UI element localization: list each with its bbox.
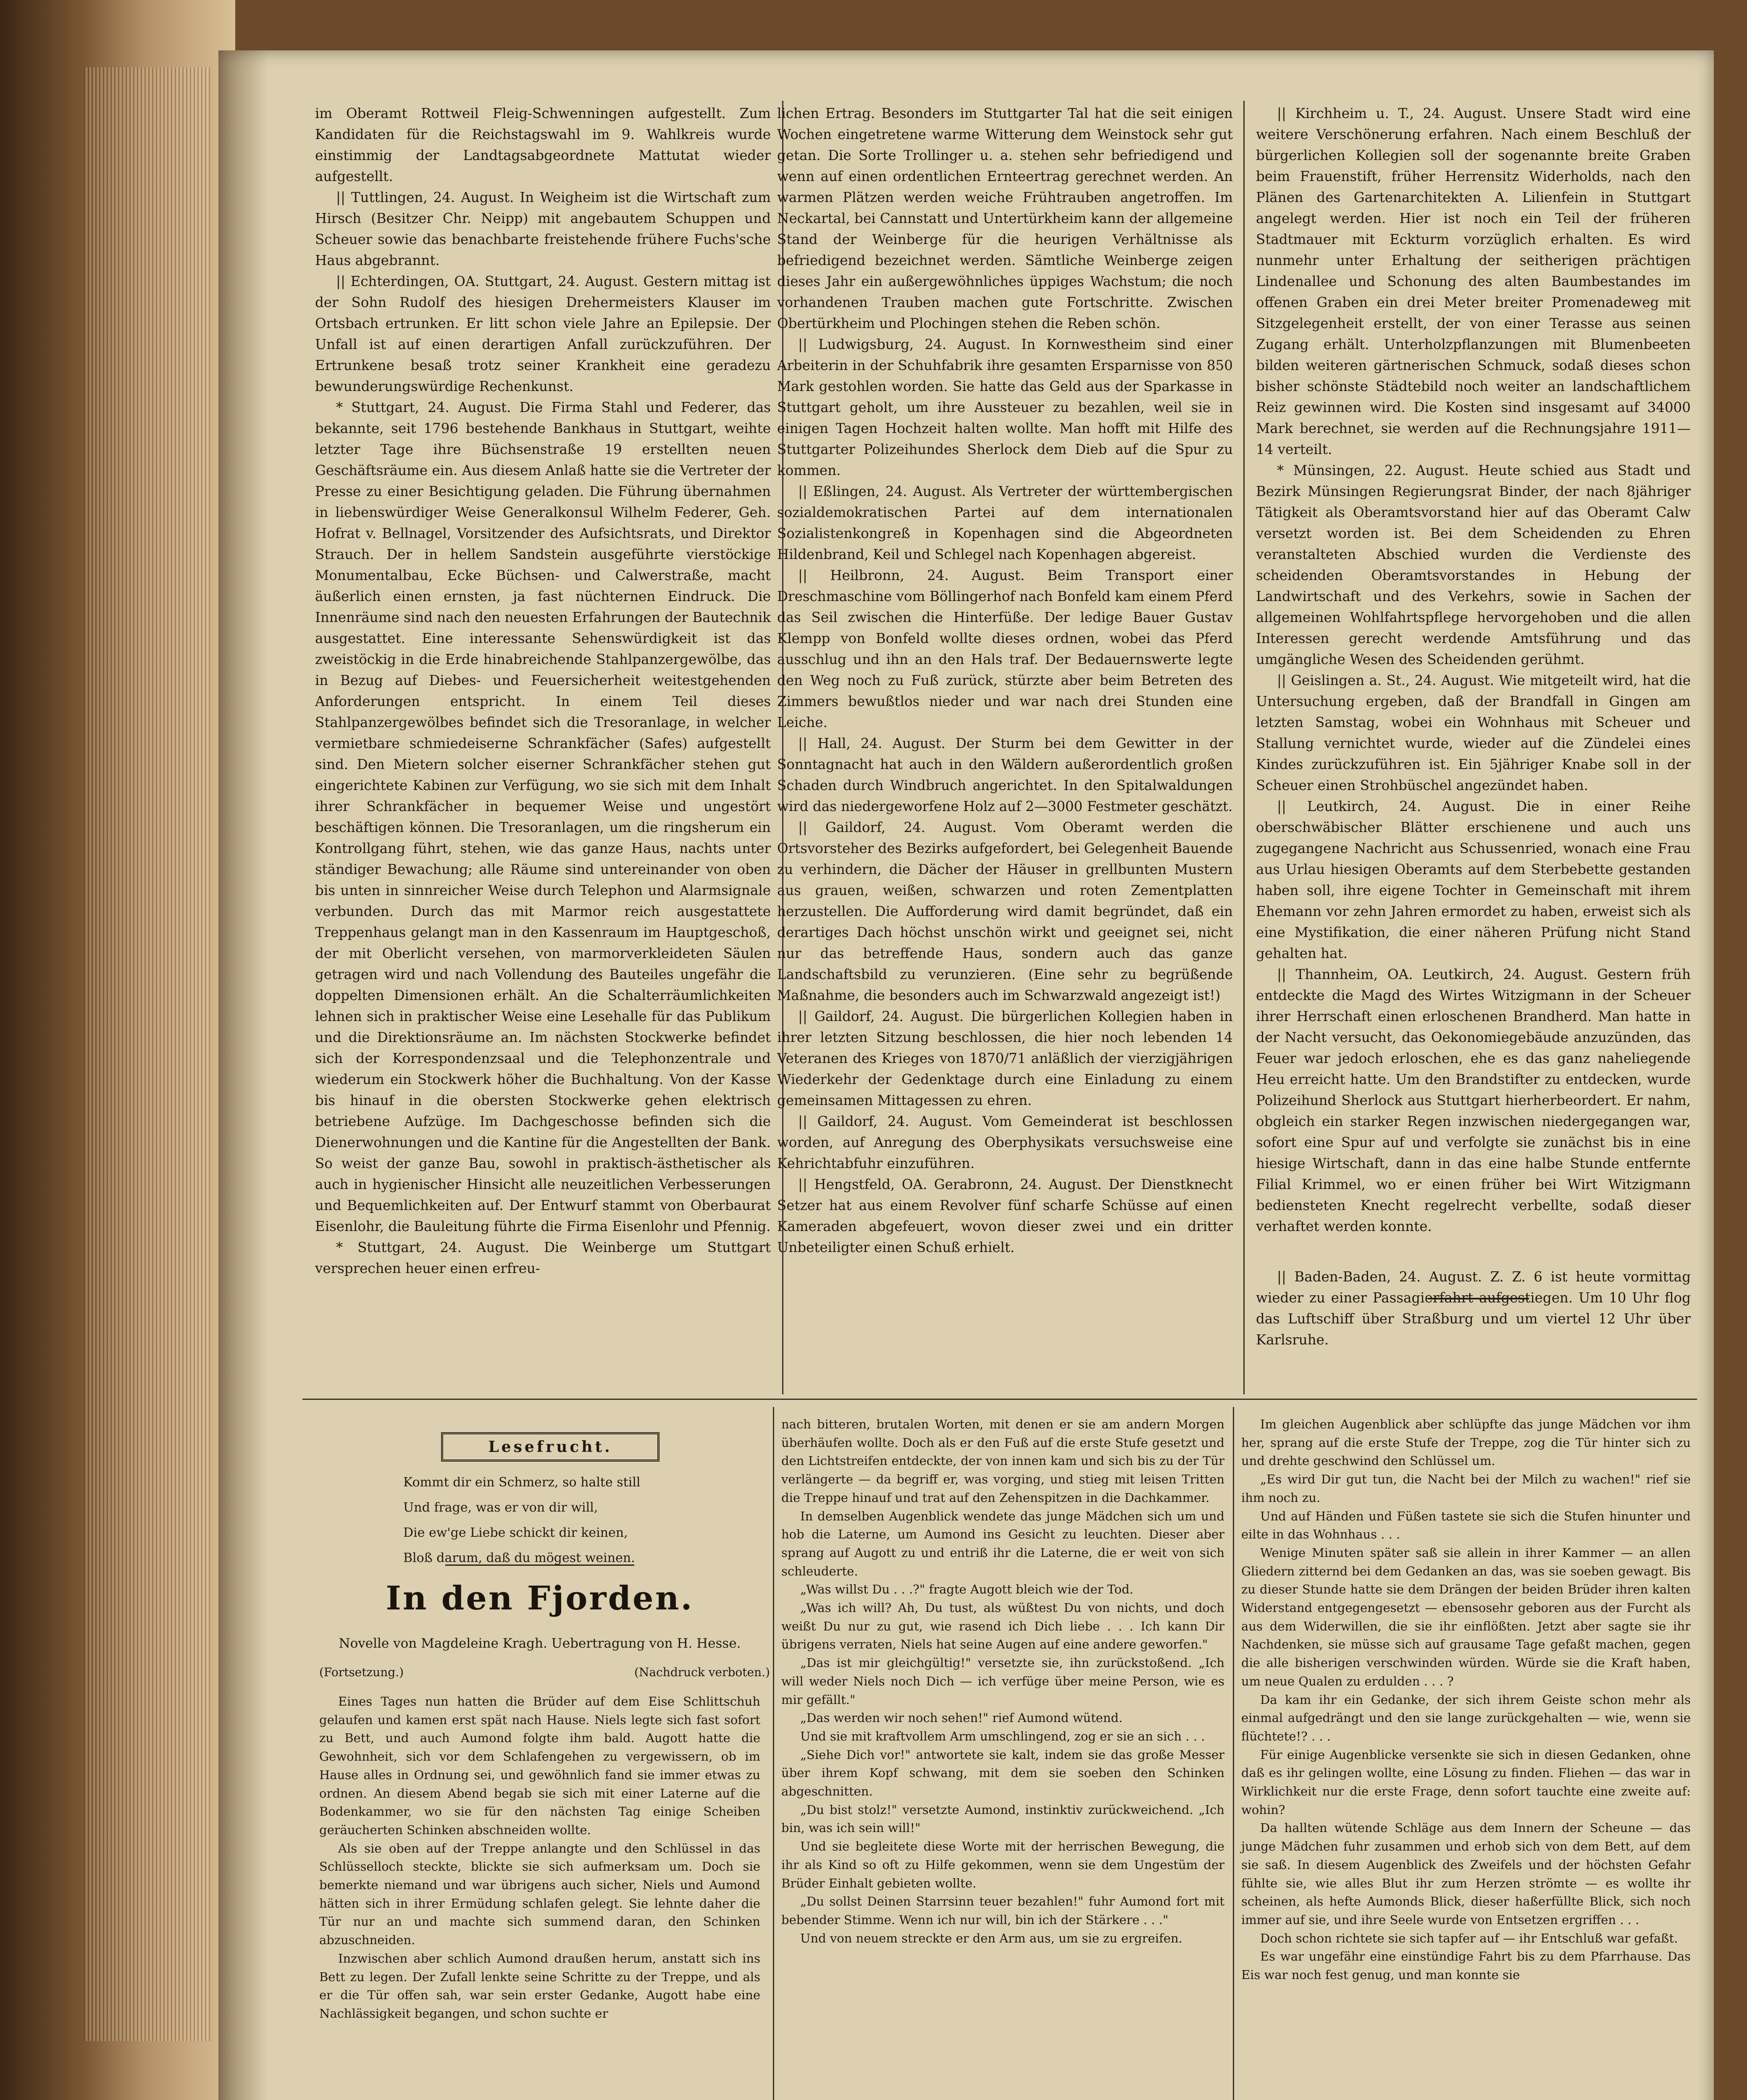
copyright-note: (Nachdruck verboten.) [634,1665,770,1679]
news-item: || Hengstfeld, OA. Gerabronn, 24. August. Der Dienstknecht Setzer hat aus einem Revolver fünf scharfe Schüsse auf einen Kameraden abgefeuert, wovon dieser zwei und ein dritter Unbeteiligter einen Schuß erhielt. [777,1176,1233,1255]
news-item: lichen Ertrag. Besonders im Stuttgarter Tal hat die seit einigen Wochen eingetretene warme Witterung dem Weinstock sehr gut getan. Die Sorte Trollinger u. a. stehen sehr befriedigend und wenn auf einen ordentlichen Ernteertrag gerechnet werden. An warmen Plätzen werden weiche Frühtrauben angetroffen. Im Neckartal, bei Cannstatt und Untertürkheim kann der allgemeine Stand der Weinberge für die heurigen Verhältnisse als befriedigend bezeichnet werden. Sämtliche Weinberge zeigen dieses Jahr ein außergewöhnliches üppiges Wachstum; die noch vorhandenen Trauben machen gute Fortschritte. Zwischen Obertürkheim und Plochingen stehen die Reben schön. [777,105,1233,331]
news-item: im Oberamt Rottweil Fleig-Schwenningen aufgestellt. Zum Kandidaten für die Reichstagswahl im 9. Wahlkreis wurde einstimmig der Landtagsabgeordnete Mattutat wieder aufgestellt. [315,105,771,184]
news-item: * Stuttgart, 24. August. Die Firma Stahl und Federer, das bekannte, seit 1796 bestehende Bankhaus in Stuttgart, weihte letzter Tage ihre Büchsenstraße 19 erstellten neuen Geschäftsräume ein. Aus diesem Anlaß hatte sie die Vertreter der Presse zu einer Besichtigung geladen. Die Führung übernahmen in liebenswürdiger Weise Generalkonsul Wilhelm Federer, Geh. Hofrat v. Bellnagel, Vorsitzender des Aufsichtsrats, und Direktor Strauch. Der in hellem Sandstein ausgeführte vierstöckige Monumentalbau, Ecke Büchsen- und Calwerstraße, macht äußerlich einen ernsten, ja fast nüchternen Eindruck. Die Innenräume sind nach den neuesten Erfahrungen der Bautechnik ausgestattet. Eine interessante Sehenswürdigkeit ist das zweistöckig in die Erde hinabreichende Stahlpanzergewölbe, das in Bezug auf Diebes- und Feuersicherheit weitestgehenden Anforderungen entspricht. In einem Teil dieses Stahlpanzergewölbes befindet sich die Tresoranlage, in welcher vermietbare schmiedeiserne Schrankfächer (Safes) aufgestellt sind. Den Mietern solcher eiserner Schrankfächer stehen gut eingerichtete Kabinen zur Verfügung, wo sie sich mit dem Inhalt ihrer Schrankfächer in bequemer Weise und ungestört beschäftigen können. Die Tresoranlagen, um die ringsherum ein Kontrollgang führt, stehen, wie das ganze Haus, nachts unter ständiger Bewachung; alle Räume sind untereinander von oben bis unten in sinnreicher Weise durch Telephon und Alarmsignale verbunden. Durch das mit Marmor reich ausgestattete Treppenhaus gelangt man in den Kassenraum im Hauptgeschoß, der mit Oberlicht versehen, von marmorverkleideten Säulen getragen wird und nach Vollendung des Bauteiles ungefähr die doppelten Dimensionen erhält. An die Schalterräumlichkeiten lehnen sich in praktischer Weise eine Lesehalle für das Publikum und die Direktionsräume an. Im nächsten Stockwerke befindet sich der Korrespondenzsaal und die Telephonzentrale und wiederum ein Stockwerk höher die Buchhaltung. Von der Kasse bis hinauf in die obersten Stockwerke gehen elektrisch betriebene Aufzüge. Im Dachgeschosse befinden sich die Dienerwohnungen und die Kantine für die Angestellten der Bank. So weist der ganze Bau, sowohl in praktisch-ästhetischer als auch in hygienischer Hinsicht alle neuzeitlichen Verbesserungen und Bequemlichkeiten auf. Der Entwurf stammt von Oberbaurat Eisenlohr, die Bauleitung führte die Firma Eisenlohr und Pfennig. [315,399,771,1234]
story-title: In den Fjorden. [386,1579,694,1617]
poem-line: Die ew'ge Liebe schickt dir keinen, [403,1525,628,1540]
news-item: || Hall, 24. August. Der Sturm bei dem Gewitter in der Sonntagnacht hat auch in den Wäldern außerordentlich großen Schaden durch Windbruch angerichtet. In den Spitalwaldungen wird das niedergeworfene Holz auf 2—3000 Festmeter geschätzt. [777,735,1233,814]
story-paragraph: „Was ich will? Ah, Du tust, als wüßtest Du von nichts, und doch weißt Du nur zu gut, wie rasend ich Dich liebe . . . Ich kann Dir übrigens verraten, Niels hat seine Augen auf eine andere geworfen." [781,1601,1224,1652]
page-stack [84,67,210,2041]
page-gutter-shadow [218,50,269,2100]
story-paragraph: Und sie mit kraftvollem Arm umschlingend, zog er sie an sich . . . [800,1729,1205,1743]
news-column-2 [777,103,1233,1258]
story-paragraph: Da hallten wütende Schläge aus dem Innern der Scheune — das junge Mädchen fuhr zusammen und erhob sich von dem Bett, auf dem sie saß. In diesem Augenblick des Zweifels und der höchsten Gefahr fühlte sie, wie alles Blut ihr zum Herzen strömte — es wollte ihr scheinen, als hefte Aumonds Blick, dieser haßerfüllte Blick, sich noch immer auf sie, und ihre Seele wurde von Entsetzen ergriffen . . . [1241,1821,1691,1927]
story-paragraph: „Du bist stolz!" versetzte Aumond, instinktiv zurückweichend. „Ich bin, was ich sein will!" [781,1802,1224,1835]
lesefrucht-heading: Lesefrucht. [441,1432,659,1462]
story-paragraph: Wenige Minuten später saß sie allein in ihrer Kammer — an allen Gliedern zitternd bei dem Gedanken an das, was sie soeben gewagt. Bis zu dieser Stunde hatte sie dem Drängen der beiden Brüder ihren kalten Widerstand entgegengesetzt — ebensosehr geboren aus der Furcht als aus dem Widerwillen, die sie ihr einflößten. Jetzt aber sagte sie ihr Nachdenken, sie müsse sich auf grausame Tage gefaßt machen, gegen die alle bisherigen verschwinden würden. Würde sie die Kraft haben, um neue Qualen zu erdulden . . . ? [1241,1545,1691,1688]
story-paragraph: Und auf Händen und Füßen tastete sie sich die Stufen hinunter und eilte in das Wohnhaus . . . [1241,1509,1691,1542]
news-column-3 [1256,103,1691,1350]
news-item: || Echterdingen, OA. Stuttgart, 24. August. Gestern mittag ist der Sohn Rudolf des hiesigen Drehermeisters Klauser im Ortsbach ertrunken. Er litt schon viele Jahre an Epilepsie. Der Unfall ist auf einen derartigen Anfall zurückzuführen. Der Ertrunkene besaß trotz seiner Krankheit eine geradezu bewunderungswürdige Rechenkunst. [315,273,771,394]
column-rule [1233,1407,1234,2100]
story-paragraph: „Du sollst Deinen Starrsinn teuer bezahlen!" fuhr Aumond fort mit bebender Stimme. Wenn ich nur will, bin ich der Stärkere . . ." [781,1894,1224,1927]
book-edge [0,0,235,2100]
poem-line: Bloß darum, daß du mögest weinen. [403,1551,635,1565]
story-paragraph: Für einige Augenblicke versenkte sie sich in diesen Gedanken, ohne daß es ihr gelingen wollte, eine Lösung zu finden. Fliehen — das war in Wirklichkeit nur die erste Frage, denn sofort tauchte eine zweite auf: wohin? [1241,1747,1691,1817]
story-paragraph: Im gleichen Augenblick aber schlüpfte das junge Mädchen vor ihm her, sprang auf die erste Stufe der Treppe, zog die Tür hinter sich zu und drehte geschwind den Schlüssel um. [1241,1417,1691,1468]
story-paragraph: Da kam ihr ein Gedanke, der sich ihrem Geiste schon mehr als einmal aufgedrängt und den sie lange zurückgehalten — wie, wenn sie flüchtete!? . . . [1241,1692,1691,1743]
news-item: || Ludwigsburg, 24. August. In Kornwestheim sind einer Arbeiterin in der Schuhfabrik ihre gesamten Ersparnisse von 850 Mark gestohlen worden. Sie hatte das Geld aus der Sparkasse in Stuttgart geholt, um ihre Aussteuer zu bezahlen, weil sie in einigen Tagen Hochzeit halten wollte. Man hofft mit Hilfe des Stuttgarter Polizeihundes Sherlock dem Dieb auf die Spur zu kommen. [777,336,1233,478]
feuilleton-rule [302,1399,1697,1400]
story-paragraph: In demselben Augenblick wendete das junge Mädchen sich um und hob die Laterne, um Aumond ins Gesicht zu leuchten. Dieser aber sprang auf Augott zu und entriß ihr die Laterne, die er weit von sich schleuderte. [781,1509,1224,1578]
news-item: || Thannheim, OA. Leutkirch, 24. August. Gestern früh entdeckte die Magd des Wirtes Witzigmann in der Scheuer ihrer Herrschaft einen erloschenen Brandherd. Man hatte in der Nacht versucht, das Oekonomiegebäude anzuzünden, das Feuer war jedoch erloschen, ehe es das ganz naheliegende Heu erreicht hatte. Um den Brandstifter zu entdecken, wurde Polizeihund Sherlock aus Stuttgart hierherbeordert. Er nahm, obgleich ein starker Regen inzwischen niedergegangen war, sofort eine Spur auf und verfolgte sie zunächst bis in eine hiesige Wirtschaft, dann in das eine halbe Stunde entfernte Filial Krimmel, wo er einen früher bei Wirt Witzigmann bediensteten Knecht regelrecht verbellte, sodaß dieser verhaftet werden konnte. [1256,966,1691,1234]
column-rule [773,1407,774,2100]
news-item: || Eßlingen, 24. August. Als Vertreter der württembergischen sozialdemokratischen Partei auf dem internationalen Sozialistenkongreß in Kopenhagen sind die Abgeordneten Hildenbrand, Keil und Schlegel nach Kopenhagen abgereist. [777,483,1233,562]
news-item: || Tuttlingen, 24. August. In Weigheim ist die Wirtschaft zum Hirsch (Besitzer Chr. Neipp) mit angebautem Schuppen und Scheuer sowie das benachbarte freistehende frühere Fuchs'sche Haus abgebrannt. [315,189,771,268]
news-item: || Gaildorf, 24. August. Vom Gemeinderat ist beschlossen worden, auf Anregung des Oberphysikats versuchsweise eine Kehrichtabfuhr einzuführen. [777,1113,1233,1171]
story-column-1 [319,1693,760,2023]
poem-line: Kommt dir ein Schmerz, so halte still [403,1475,641,1490]
story-paragraph: „Das ist mir gleichgültig!" versetzte sie, ihn zurückstoßend. „Ich will weder Niels noch Dich — ich verfüge über meine Person, wie es mir gefällt." [781,1656,1224,1707]
news-item: || Gaildorf, 24. August. Vom Oberamt werden die Ortsvorsteher des Bezirks aufgefordert, bei Gelegenheit Bauende zu verhindern, die Dächer der Häuser in grellbunten Mustern aus grauen, weißen, schwarzen und roten Zementplatten herzustellen. Die Aufforderung wird damit begründet, daß ein derartiges Dach höchst unschön wirkt und geeignet sei, nicht nur das betreffende Haus, sondern auch das ganze Landschaftsbild zu verunzieren. (Eine sehr zu begrüßende Maßnahme, die besonders auch im Schwarzwald angezeigt ist!) [777,819,1233,1003]
story-subtitle: Novelle von Magdeleine Kragh. Uebertragung von H. Hesse. [339,1636,741,1651]
story-column-2 [781,1415,1224,1948]
story-paragraph: Es war ungefähr eine einstündige Fahrt bis zu dem Pfarrhause. Das Eis war noch fest genug, und man konnte sie [1241,1949,1691,1982]
story-paragraph: „Das werden wir noch sehen!" rief Aumond wütend. [800,1711,1123,1725]
story-paragraph: Eines Tages nun hatten die Brüder auf dem Eise Schlittschuh gelaufen und kamen erst spät nach Hause. Niels legte sich fast sofort zu Bett, und auch Aumond folgte ihm bald. Augott hatte die Gewohnheit, sich vor dem Schlafengehen zu vergewissern, ob im Hause alles in Ordnung sei, und gewöhnlich fand sie immer etwas zu ordnen. An diesem Abend begab sie sich mit einer Laterne auf die Bodenkammer, wo sie für den nächsten Tag einige Scheiben geräucherten Schinken abschneiden wollte. [319,1694,760,1837]
story-paragraph: Doch schon richtete sie sich tapfer auf — ihr Entschluß war gefaßt. [1260,1931,1678,1945]
news-column-1 [315,103,771,1279]
story-paragraph: Und von neuem streckte er den Arm aus, um sie zu ergreifen. [800,1931,1182,1945]
news-item: || Geislingen a. St., 24. August. Wie mitgeteilt wird, hat die Untersuchung ergeben, daß der Brandfall in Gingen am letzten Samstag, wobei ein Wohnhaus mit Scheuer und Stallung vernichtet wurde, wieder auf die Zündelei eines Kindes zurückzuführen ist. Ein 5jähriger Knabe soll in der Scheuer einen Strohbüschel angezündet haben. [1256,672,1691,793]
news-item: || Heilbronn, 24. August. Beim Transport einer Dreschmaschine vom Böllingerhof nach Bonfeld kam einem Pferd das Seil zwischen die Hinterfüße. Der ledige Bauer Gustav Klempp von Bonfeld wollte dieses ordnen, wobei das Pferd ausschlug und ihn an den Hals traf. Der Bedauernswerte legte den Weg noch zu Fuß zurück, stürzte aber beim Betreten des Zimmers bewußtlos nieder und war nach drei Stunden eine Leiche. [777,567,1233,730]
column-rule [1243,101,1245,1394]
news-item: || Kirchheim u. T., 24. August. Unsere Stadt wird eine weitere Verschönerung erfahren. Nach einem Beschluß der bürgerlichen Kollegien soll der sogenannte breite Graben beim Frauenstift, früher Herrensitz Widerholds, nach den Plänen des Gartenarchitekten A. Lilienfein in Stuttgart angelegt werden. Hier ist noch ein Teil der früheren Stadtmauer mit Eckturm vorzüglich erhalten. Es wird nunmehr unter Erhaltung der seitherigen prächtigen Lindenallee und Schonung des alten Baumbestandes im offenen Graben ein drei Meter breiter Promenadeweg mit Sitzgelegenheit erstellt, der von einer Terasse aus seinen Zugang erhält. Unterholzpflanzungen mit Blumenbeeten bilden weiteren gärtnerischen Schmuck, sodaß dieses schon bisher schönste Städtebild noch weiter an landschaftlichem Reiz gewinnen wird. Die Kosten sind insgesamt auf 34000 Mark berechnet, sie werden auf die Rechnungsjahre 1911—14 verteilt. [1256,105,1691,457]
news-item: || Leutkirch, 24. August. Die in einer Reihe oberschwäbischer Blätter erschienene und auch uns zugegangene Nachricht aus Schussenried, wonach eine Frau aus Urlau hiesigen Oberamts auf dem Sterbebette gestanden haben soll, ihre eigene Tochter in Gemeinschaft mit ihrem Ehemann vor zehn Jahren ermordet zu haben, erweist sich als eine Mystifikation, die einer näheren Prüfung nicht Stand gehalten hat. [1256,798,1691,961]
story-paragraph: Inzwischen aber schlich Aumond draußen herum, anstatt sich ins Bett zu legen. Der Zufall lenkte seine Schritte zu der Treppe, und als er die Tür offen sah, war sein erster Gedanke, Augott habe eine Nachlässigkeit begangen, und schon suchte er [319,1951,760,2021]
poem-line: Und frage, was er von dir will, [403,1500,598,1515]
news-item: || Gaildorf, 24. August. Die bürgerlichen Kollegien haben in ihrer letzten Sitzung beschlossen, die hier noch lebenden 14 Veteranen des Krieges von 1870/71 anläßlich der vierzigjährigen Wiederkehr der Gedenktage durch eine Einladung zu einem gemeinsamen Mittagessen zu ehren. [777,1008,1233,1108]
news-item: * Stuttgart, 24. August. Die Weinberge um Stuttgart versprechen heuer einen erfreu- [315,1239,771,1276]
story-paragraph: „Siehe Dich vor!" antwortete sie kalt, indem sie das große Messer über ihrem Kopf schwang, mit dem sie soeben den Schinken abgeschnitten. [781,1747,1224,1799]
story-paragraph: nach bitteren, brutalen Worten, mit denen er sie am andern Morgen überhäufen wollte. Doch als er den Fuß auf die erste Stufe gesetzt und den Lichtstreifen entdeckte, der von innen kam und sich bis zu der Tür verlängerte — da begriff er, was vorging, und stieg mit leisen Tritten die Treppe hinauf und trat auf den Zehenspitzen in die Dachkammer. [781,1417,1224,1505]
news-item: * Münsingen, 22. August. Heute schied aus Stadt und Bezirk Münsingen Regierungsrat Binder, der nach 8jähriger Tätigkeit als Oberamtsvorstand hier auf das Oberamt Calw versetzt worden ist. Bei dem Scheidenden zu Ehren veranstalteten Abschied wurden die Verdienste des scheidenden Oberamtsvorstandes in Hebung der Landwirtschaft und des Verkehrs, sowie in Sachen der allgemeinen Wohlfahrtspflege hervorgehoben und die allen Interessen gerecht werdende Amtsführung und das umgängliche Wesen des Scheidenden gerühmt. [1256,462,1691,667]
story-paragraph: Als sie oben auf der Treppe anlangte und den Schlüssel in das Schlüsselloch steckte, blickte sie sich aufmerksam um. Doch sie bemerkte niemand und war übrigens auch sicher, Niels und Aumond hätten sich in ihrer Ermüdung schlafen gelegt. Sie lehnte daher die Tür nur an und machte sich summend daran, den Schinken abzuschneiden. [319,1841,760,1948]
news-item: || Baden-Baden, 24. August. Z. Z. 6 ist heute vormittag wieder zu einer Passagierfahrt aufgestiegen. Um 10 Uhr flog das Luftschiff über Straßburg und um viertel 12 Uhr über Karlsruhe. [1256,1269,1691,1348]
lesefrucht-poem [403,1470,697,1571]
story-paragraph: Und sie begleitete diese Worte mit der herrischen Bewegung, die ihr als Kind so oft zu Hilfe gekommen, wenn sie dem Ungestüm der Brüder Einhalt gebieten wollte. [781,1839,1224,1890]
continuation-note: (Fortsetzung.) [319,1665,404,1679]
story-paragraph: „Es wird Dir gut tun, die Nacht bei der Milch zu wachen!" rief sie ihm noch zu. [1241,1472,1691,1505]
story-paragraph: „Was willst Du . . .?" fragte Augott bleich wie der Tod. [800,1582,1134,1597]
story-column-3 [1241,1415,1691,1984]
